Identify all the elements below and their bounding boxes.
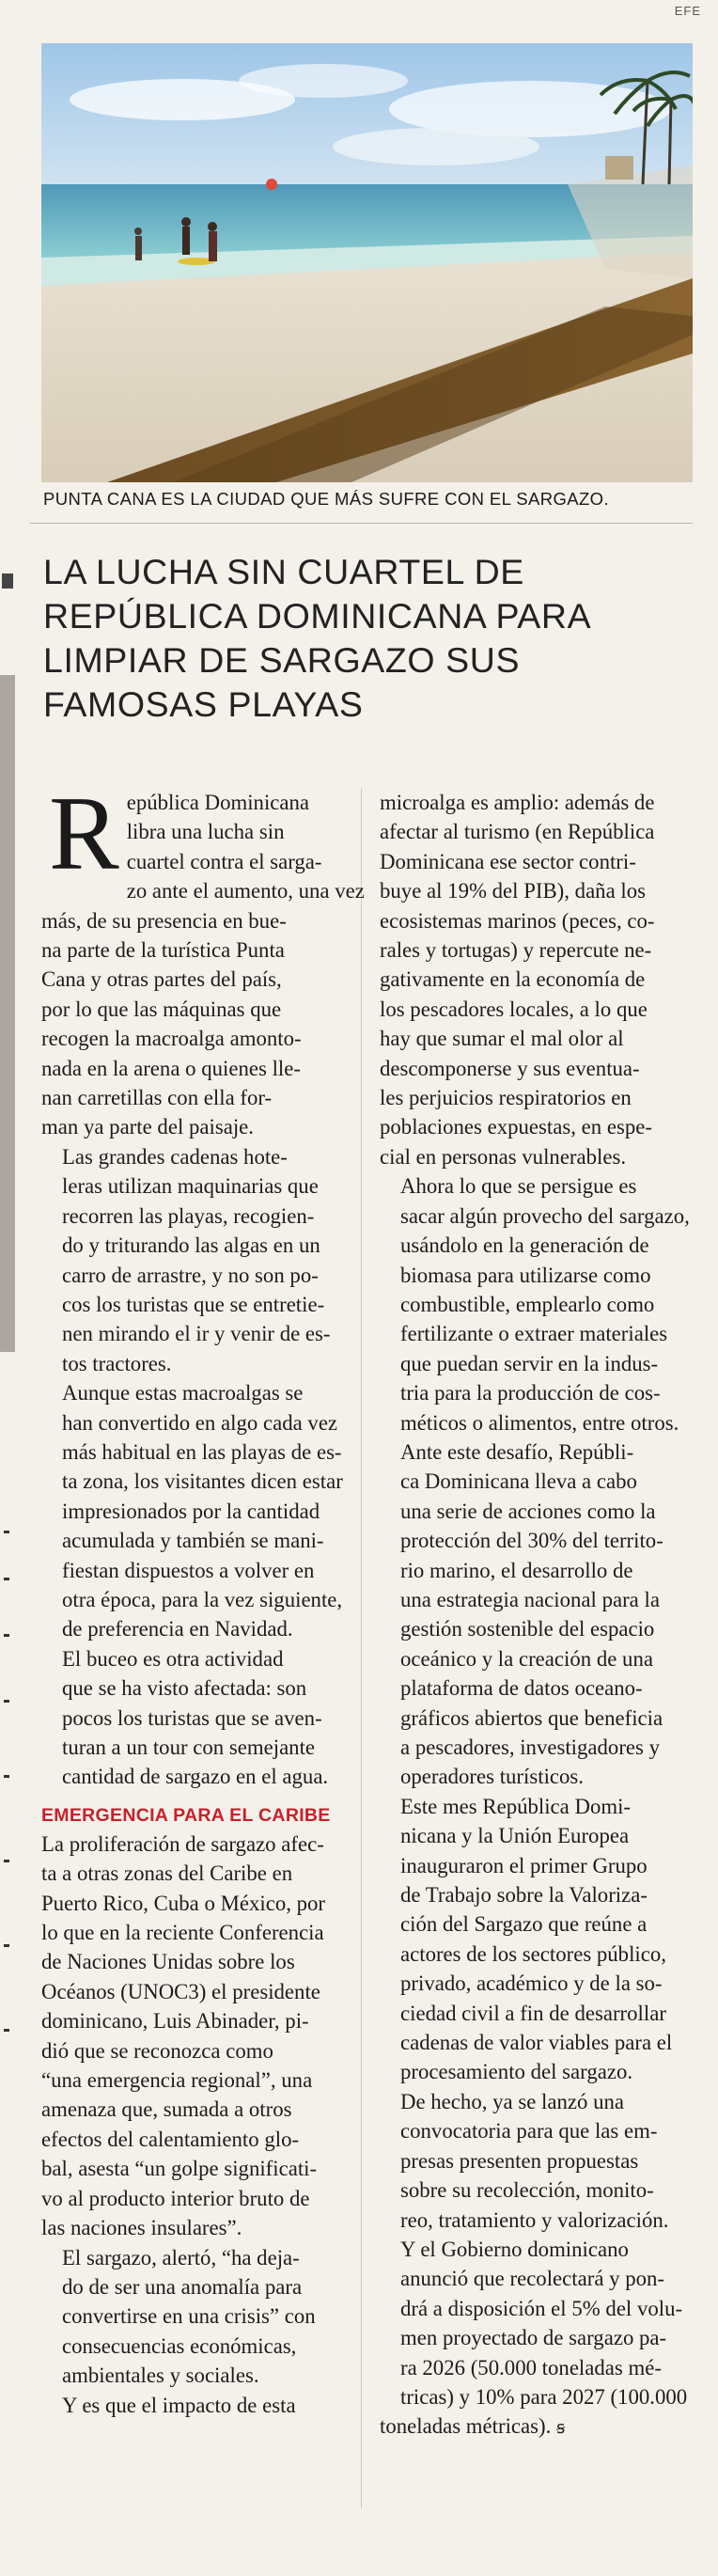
text-line: convocatoria para que las em-	[400, 2119, 658, 2144]
text-line: recogen la macroalga amonto-	[41, 1027, 302, 1051]
section-divider	[30, 523, 693, 524]
text-line: ecosistemas marinos (peces, co-	[380, 908, 655, 933]
text-line: lo que en la reciente Conferencia	[41, 1921, 324, 1945]
text-line: procesamiento del sargazo.	[400, 2060, 633, 2084]
text-line: más habitual en las playas de es-	[62, 1439, 342, 1464]
text-line: El buceo es otra actividad	[62, 1646, 284, 1671]
text-line: dió que se reconozca como	[41, 2038, 273, 2063]
text-line: libra una lucha sin	[126, 820, 285, 844]
text-line: más, de su presencia en bue-	[41, 908, 287, 933]
text-line: epública Dominicana	[126, 791, 310, 814]
text-line: tricas) y 10% para 2027 (100.000	[400, 2384, 688, 2409]
article-column-2	[380, 788, 690, 2443]
text-line: de preferencia en Navidad.	[62, 1617, 293, 1641]
adjacent-column-bleed	[0, 562, 21, 2113]
text-line: turan a un tour con semejante	[62, 1736, 316, 1759]
text-line: ambientales y sociales.	[62, 2364, 259, 2388]
text-line: Y es que el impacto de esta	[62, 2393, 296, 2417]
adjacent-column-marks	[0, 562, 21, 2113]
body-paragraph	[380, 1437, 686, 1792]
text-line: tos tractores.	[62, 1351, 172, 1375]
text-line: que se ha visto afectada: son	[62, 1676, 307, 1701]
text-line: les perjuicios respiratorios en	[380, 1086, 632, 1110]
text-line: El sargazo, alertó, “ha deja-	[62, 2245, 300, 2270]
text-line: Aunque estas macroalgas se	[62, 1381, 304, 1406]
body-paragraph	[41, 1142, 348, 1378]
text-line: privado, académico y de la so-	[400, 1971, 663, 1996]
text-line: biomasa para utilizarse como	[400, 1263, 651, 1287]
text-line: inauguraron el primer Grupo	[400, 1853, 648, 1877]
text-line: las naciones insulares”.	[41, 2216, 242, 2240]
beach-photo	[41, 43, 693, 482]
text-line: usándolo en la generación de	[400, 1233, 649, 1258]
text-line: ción del Sargazo que reúne a	[400, 1912, 648, 1937]
text-line: Las grandes cadenas hote-	[62, 1144, 288, 1169]
text-line: sobre su recolección, monito-	[400, 2178, 654, 2203]
text-line: nen mirando el ir y venir de es-	[62, 1322, 331, 1346]
body-paragraph	[41, 1378, 348, 1644]
text-line: cos los turistas que se entretie-	[62, 1292, 325, 1316]
body-paragraph	[380, 2087, 686, 2235]
text-line: cial en personas vulnerables.	[380, 1144, 627, 1169]
article-column-1	[41, 776, 365, 2420]
text-line: rales y tortugas) y repercute ne-	[380, 938, 652, 963]
text-line: leras utilizan maquinarias que	[62, 1174, 319, 1199]
text-line: plataforma de datos oceano-	[400, 1676, 643, 1701]
body-paragraph	[380, 1171, 690, 1437]
text-line: na parte de la turística Punta	[41, 938, 285, 963]
text-line: man ya parte del paisaje.	[41, 1115, 254, 1139]
text-line: nada en la arena o quienes lle-	[41, 1056, 301, 1080]
body-paragraph	[41, 1644, 348, 1792]
text-line: efectos del calentamiento glo-	[41, 2127, 300, 2151]
text-line: una serie de acciones como la	[400, 1499, 656, 1523]
text-line: poblaciones expuestas, en espe-	[380, 1115, 652, 1139]
text-line: acumulada y también se mani-	[62, 1529, 324, 1553]
text-line: por lo que las máquinas que	[41, 997, 282, 1021]
text-line: Este mes República Domi-	[400, 1794, 632, 1818]
text-line: gráficos abiertos que beneficia	[400, 1705, 663, 1730]
headline-line: LA LUCHA SIN CUARTEL DE	[43, 552, 524, 591]
text-line: nicana y la Unión Europea	[400, 1824, 630, 1848]
text-line: operadores turísticos.	[400, 1765, 584, 1789]
text-line: han convertido en algo cada vez	[62, 1410, 338, 1435]
text-line: De hecho, ya se lanzó una	[400, 2089, 624, 2113]
text-line: do de ser una anomalía para	[62, 2274, 303, 2299]
text-line: Dominicana ese sector contri-	[380, 849, 636, 873]
text-line: toneladas métricas).	[380, 2414, 552, 2439]
text-line: Ahora lo que se persigue es	[400, 1174, 637, 1199]
text-line: fiestan dispuestos a volver en	[62, 1558, 315, 1582]
text-line: gativamente en la economía de	[380, 967, 646, 992]
text-line: anunció que recolectará y pon-	[400, 2267, 665, 2291]
text-line: microalga es amplio: además de	[380, 791, 655, 814]
body-paragraph	[41, 776, 365, 1142]
body-paragraph	[380, 2235, 686, 2443]
text-line: consecuencias económicas,	[62, 2333, 297, 2358]
text-line: drá a disposición el 5% del volu-	[400, 2296, 683, 2320]
text-line: combustible, emplearlo como	[400, 1292, 655, 1316]
text-line: impresionados por la cantidad	[62, 1499, 320, 1523]
text-line: dominicano, Luis Abinader, pi-	[41, 2009, 309, 2034]
headline-line: LIMPIAR DE SARGAZO SUS	[43, 640, 521, 680]
text-line: Cana y otras partes del país,	[41, 967, 282, 992]
text-line: actores de los sectores público,	[400, 1941, 666, 1966]
text-line: de Naciones Unidas sobre los	[41, 1950, 295, 1974]
text-line: Puerto Rico, Cuba o México, por	[41, 1891, 326, 1915]
text-line: carro de arrastre, y no son po-	[62, 1263, 319, 1287]
text-line: sacar algún provecho del sargazo,	[400, 1203, 690, 1228]
body-paragraph	[41, 2391, 348, 2420]
text-line: Y el Gobierno dominicano	[400, 2237, 629, 2261]
end-of-article-mark: ꞩ	[556, 2418, 566, 2439]
text-line: zo ante el aumento, una vez	[126, 879, 365, 903]
text-line: tria para la producción de cos-	[400, 1381, 661, 1406]
text-line: bal, asesta “un golpe significati-	[41, 2157, 318, 2181]
text-line: ta zona, los visitantes dicen estar	[62, 1469, 343, 1494]
text-line: cuartel contra el sarga-	[126, 849, 322, 873]
text-line: a pescadores, investigadores y	[400, 1736, 661, 1759]
text-line: ra 2026 (50.000 toneladas mé-	[400, 2355, 662, 2380]
text-line: Océanos (UNOC3) el presidente	[41, 1979, 320, 2003]
text-line: “una emergencia regional”, una	[41, 2068, 313, 2093]
text-line: convertirse en una crisis” con	[62, 2304, 316, 2329]
photo-caption: PUNTA CANA ES LA CIUDAD QUE MÁS SUFRE CON EL SARGAZO.	[43, 489, 610, 509]
text-line: gestión sostenible del espacio	[400, 1617, 655, 1641]
column-divider	[361, 788, 362, 2508]
text-line: vo al producto interior bruto de	[41, 2186, 310, 2210]
text-line: presas presenten propuestas	[400, 2148, 639, 2173]
text-line: men proyectado de sargazo pa-	[400, 2326, 667, 2350]
text-line: pocos los turistas que se aven-	[62, 1705, 322, 1730]
photo-credit: EFE	[674, 4, 701, 18]
text-line: do y triturando las algas en un	[62, 1233, 320, 1258]
body-paragraph	[380, 788, 686, 1171]
text-line: nan carretillas con ella for-	[41, 1086, 273, 1110]
text-line: méticos o alimentos, entre otros.	[400, 1410, 679, 1435]
text-line: amenaza que, sumada a otros	[41, 2097, 292, 2122]
text-line: recorren las playas, recogien-	[62, 1203, 315, 1228]
text-line: rio marino, el desarrollo de	[400, 1558, 633, 1582]
body-paragraph	[41, 2243, 348, 2391]
text-line: una estrategia nacional para la	[400, 1587, 660, 1611]
text-line: ca Dominicana lleva a cabo	[400, 1469, 637, 1494]
text-line: Ante este desafío, Repúbli-	[400, 1439, 634, 1464]
text-line: La proliferación de sargazo afec-	[41, 1831, 324, 1856]
drop-cap: R	[49, 776, 119, 892]
text-line: fertilizante o extraer materiales	[400, 1322, 668, 1346]
text-line: oceánico y la creación de una	[400, 1646, 653, 1671]
text-line: reo, tratamiento y valorización.	[400, 2207, 669, 2232]
text-line: buye al 19% del PIB), daña los	[380, 879, 647, 903]
text-line: protección del 30% del territo-	[400, 1529, 663, 1553]
body-paragraph	[380, 1792, 686, 2087]
text-line: ciedad civil a fin de desarrollar	[400, 2001, 666, 2025]
article-headline	[43, 550, 692, 727]
body-paragraph	[41, 1830, 348, 2243]
text-line: los pescadores locales, a lo que	[380, 997, 648, 1021]
text-line: hay que sumar el mal olor al	[380, 1027, 624, 1051]
beach-photo-illustration	[41, 43, 693, 482]
text-line: cantidad de sargazo en el agua.	[62, 1765, 329, 1789]
headline-line: FAMOSAS PLAYAS	[43, 684, 364, 724]
text-line: cadenas de valor viables para el	[400, 2031, 673, 2055]
text-line: de Trabajo sobre la Valoriza-	[400, 1883, 648, 1908]
section-subhead: EMERGENCIA PARA EL CARIBE	[41, 1804, 331, 1826]
text-line: ta a otras zonas del Caribe en	[41, 1861, 293, 1886]
text-line: afectar al turismo (en República	[380, 820, 655, 844]
headline-line: REPÚBLICA DOMINICANA PARA	[43, 596, 592, 636]
text-line: otra época, para la vez siguiente,	[62, 1587, 343, 1611]
text-line: descomponerse y sus eventua-	[380, 1056, 640, 1080]
text-line: que puedan servir en la indus-	[400, 1351, 659, 1375]
